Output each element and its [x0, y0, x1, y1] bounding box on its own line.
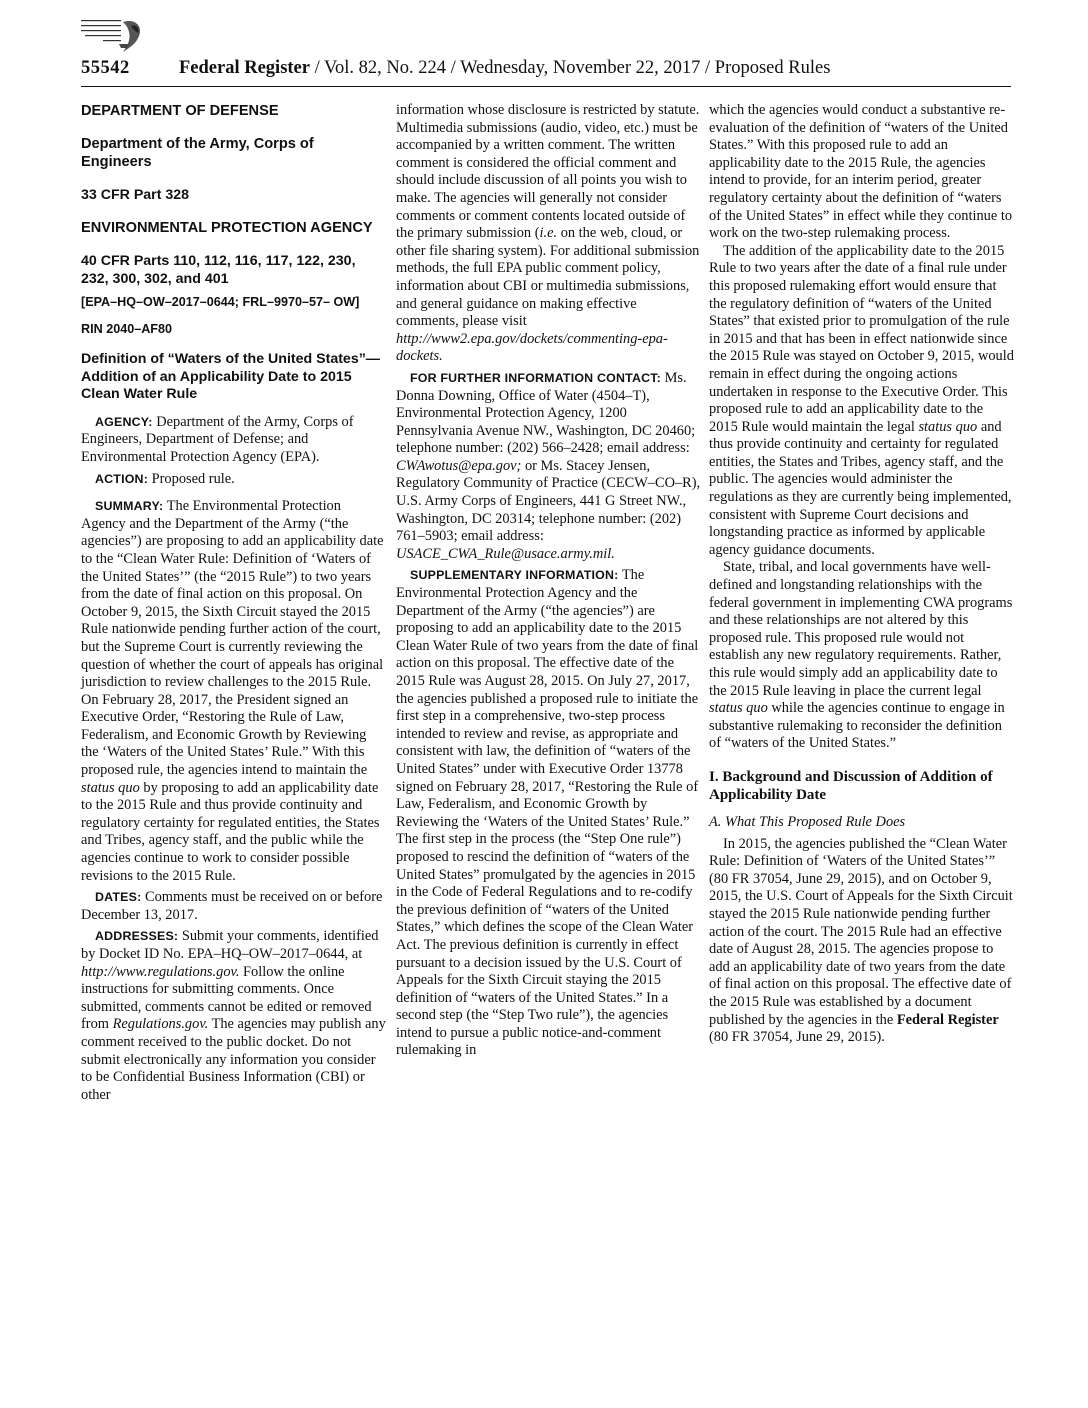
ie-italic: i.e.: [539, 225, 558, 242]
addresses-label: ADDRESSES:: [95, 929, 179, 944]
usace-email-link[interactable]: USACE_CWA_Rule@usace.army.mil.: [396, 545, 615, 562]
contact-paragraph: [396, 370, 701, 564]
addresses-cont-text-1: information whose disclosure is restricted by statute. Multimedia submissions (audio, video, etc.) must be accompanied by a written comment. The written comment is considered the official comment and should include discussion of all points you wish to make. The agencies will generally not consider comments or comment contents located outside of the primary submission (: [396, 102, 700, 242]
summary-label: SUMMARY:: [95, 499, 164, 514]
page-number: 55542: [81, 58, 130, 78]
epa-email-link[interactable]: CWAwotus@epa.gov;: [396, 457, 522, 474]
agency-heading: ENVIRONMENTAL PROTECTION AGENCY: [81, 220, 373, 236]
agency-paragraph: [81, 414, 386, 467]
action-label: ACTION:: [95, 471, 149, 486]
running-header: [81, 56, 1011, 82]
regulations-gov-link[interactable]: http://www.regulations.gov.: [81, 963, 240, 980]
summary-text-1: The Environmental Protection Agency and the Department of the Army (“the agencies”) are proposing to add an applicability date to the “Clean Water Rule: Definition of ‘Waters of the United States’” (the “2015 Rule”) to two years from the date of final action on this proposal. On October 9, 2015, the Sixth Circuit stayed the 2015 Rule nationwide pending further action of the court, but the Supreme Court is currently reviewing the question of whether the court of appeals has original jurisdiction to review challenges to the 2015 Rule. On February 28, 2017, the President signed an Executive Order, “Restoring the Rule of Law, Federalism, and Economic Growth by Reviewing the ‘Waters of the United States’ Rule.” With this proposed rule, the agencies intend to maintain the: [81, 498, 384, 779]
addresses-text-3: The agencies may publish any comment received to the public docket. Do not submit electronically any information you consider to be Confidential Business Information (CBI) or other: [81, 1016, 386, 1103]
sub-department-heading: Department of the Army, Corps of Engineers: [81, 136, 314, 170]
supplementary-label: SUPPLEMENTARY INFORMATION:: [410, 568, 619, 583]
addresses-continued-paragraph: [396, 102, 701, 366]
summary-italic: status quo: [81, 779, 140, 796]
governments-text-1: State, tribal, and local governments have well-defined and longstanding relationships with the federal government in implementing CWA programs and these relationships are not altered by this proposed rule. This proposed rule would not establish any new regulatory requirements. Rather, this rule would simply add an applicability date to the 2015 Rule leaving in place the current legal: [709, 559, 1013, 699]
agency-text: Department of the Army, Corps of Engineers, Department of Defense; and Environmental Protection Agency (EPA).: [81, 413, 354, 465]
governments-paragraph: [709, 559, 1014, 753]
contact-text-2: or Ms. Stacey Jensen, Regulatory Community of Practice (CECW–CO–R), U.S. Army Corps of Engineers, 441 G Street NW., Washington, DC 20314; telephone number: (202) 761–5903; email address:: [396, 457, 701, 545]
federal-register-bold: Federal Register: [896, 1011, 999, 1028]
contact-text-1: Ms. Donna Downing, Office of Water (4504–T), Environmental Protection Agency, 1200 Pennsylvania Avenue NW., Washington, DC 20460; telephone number: (202) 566–2428; email address:: [396, 369, 696, 457]
addresses-paragraph: [81, 928, 386, 1104]
agency-label: AGENCY:: [95, 414, 153, 429]
cfr-parts-heading: 40 CFR Parts 110, 112, 116, 117, 122, 230, 232, 300, 302, and 401: [81, 253, 356, 287]
section-heading: I. Background and Discussion of Addition of Applicability Date: [709, 768, 993, 803]
contact-label: FOR FURTHER INFORMATION CONTACT:: [410, 370, 661, 385]
background-text-2: (80 FR 37054, June 29, 2015).: [709, 1029, 885, 1046]
applicability-italic: status quo: [918, 418, 978, 435]
epa-dockets-link[interactable]: http://www2.epa.gov/dockets/commenting-epa-dockets.: [396, 330, 668, 365]
issue-info: / Vol. 82, No. 224 / Wednesday, November 22, 2017 / Proposed Rules: [309, 58, 831, 78]
journal-name: Federal Register: [179, 58, 310, 78]
subsection-heading: A. What This Proposed Rule Does: [709, 813, 906, 830]
continued-paragraph: which the agencies would conduct a substantive re-evaluation of the definition of “waters of the United States.” With this proposed rule to add an applicability date to the 2015 Rule, the agencies intend to provide, for an interim period, greater regulatory certainty about the definition of “waters of the United States” in effect while they continue to work on the two-step rulemaking process.: [709, 102, 1013, 242]
column-2: [396, 102, 701, 1060]
action-text: Proposed rule.: [148, 470, 235, 487]
dates-paragraph: [81, 889, 386, 924]
addresses-text-1: Submit your comments, identified by Docket ID No. EPA–HQ–OW–2017–0644, at: [81, 928, 379, 962]
department-heading: DEPARTMENT OF DEFENSE: [81, 103, 279, 119]
summary-paragraph: [81, 498, 386, 885]
regulations-gov-name: Regulations.gov.: [112, 1016, 209, 1033]
background-text-1: In 2015, the agencies published the “Clean Water Rule: Definition of ‘Waters of the United States’” (80 FR 37054, June 29, 2015), and on October 9, 2015, the U.S. Court of Appeals for the Sixth Circuit stayed the 2015 Rule nationwide pending further action of the court. The 2015 Rule had an effective date of August 28, 2015. The agencies propose to add an applicability date of two years from the date of final action on this proposal. The effective date of the 2015 Rule was established by a document published by the agencies in the: [709, 835, 1013, 1028]
background-paragraph: [709, 836, 1014, 1047]
applicability-text-2: and thus provide continuity and certainty for regulated entities, the States and Tribes, agency staff, and the public. The agencies would administer the regulations as they are currently being implemented, consistent with Supreme Court decisions and longstanding practice as informed by applicable agency guidance documents.: [709, 418, 1012, 558]
action-paragraph: [81, 471, 386, 489]
summary-text-2: by proposing to add an applicability date to the 2015 Rule and thus provide continuity and regulatory certainty for regulated entities, the States and Tribes, agency staff, and the public while the agencies continue to work to consider possible revisions to the 2015 Rule.: [81, 779, 380, 884]
rule-title: Definition of “Waters of the United States”—Addition of an Applicability Date to 2015 Clean Water Rule: [81, 351, 380, 403]
supplementary-text: The Environmental Protection Agency and the Department of the Army (“the agencies”) are proposing to add an applicability date to the 2015 Clean Water Rule of two years from the date of final action on this proposal. The effective date of the 2015 Rule was August 28, 2015. On July 27, 2017, the agencies published a proposed rule to initiate the first step in a comprehensive, two-step process intended to review and revise, as appropriate and consistent with law, the definition of “waters of the United States” under with Executive Order 13778 signed on February 28, 2017, “Restoring the Rule of Law, Federalism, and Economic Growth by Reviewing the ‘Waters of the United States’ Rule.” The first step in the process (the “Step One rule”) proposed to rescind the definition of “waters of the United States” promulgated by the agencies in 2015 in the Code of Federal Regulations and to re-codify the previous definition of “waters of the United States,” which defines the scope of the Clean Water Act. The previous definition is currently in effect pursuant to a decision issued by the U.S. Court of Appeals for the Sixth Circuit staying the 2015 definition of “waters of the United States.” In a second step (the “Step Two rule”), the agencies intend to pursue a public notice-and-comment rulemaking in: [396, 567, 699, 1059]
applicability-text-1: The addition of the applicability date to the 2015 Rule to two years after the date of a final rule under this proposed rulemaking effort would ensure that the regulatory definition of “waters of the United States” that existed prior to promulgation of the rule in 2015 and that has been in effect nationwide since the 2015 Rule was stayed on October 9, 2015, would remain in effect during the ongoing actions undertaken in response to the Executive Order. This proposed rule to add an applicability date to the 2015 Rule would maintain the legal: [709, 242, 1014, 435]
dates-label: DATES:: [95, 890, 142, 905]
governments-text-2: while the agencies continue to engage in substantive rulemaking to reconsider the definition of “waters of the United States.”: [709, 700, 1005, 752]
addresses-text-2: Follow the online instructions for submitting comments. Once submitted, comments cannot be edited or removed from: [81, 963, 372, 1033]
publication-title: [179, 58, 830, 79]
header-rule: [81, 86, 1011, 87]
column-3: [709, 102, 1014, 1047]
cfr-part-heading: 33 CFR Part 328: [81, 187, 190, 203]
rin-number: RIN 2040–AF80: [81, 322, 173, 336]
column-1: [81, 102, 386, 1104]
governments-italic: status quo: [709, 700, 768, 717]
gpo-authenticated-seal-icon: [81, 18, 143, 54]
docket-number: [EPA–HQ–OW–2017–0644; FRL–9970–57– OW]: [81, 295, 360, 309]
addresses-cont-text-2: on the web, cloud, or other file sharing system). For additional submission methods, the full EPA public comment policy, information about CBI or multimedia submissions, and general guidance on making effective comments, please visit: [396, 225, 700, 330]
supplementary-paragraph: [396, 567, 701, 1060]
dates-text: Comments must be received on or before December 13, 2017.: [81, 889, 383, 923]
applicability-paragraph: [709, 243, 1014, 560]
